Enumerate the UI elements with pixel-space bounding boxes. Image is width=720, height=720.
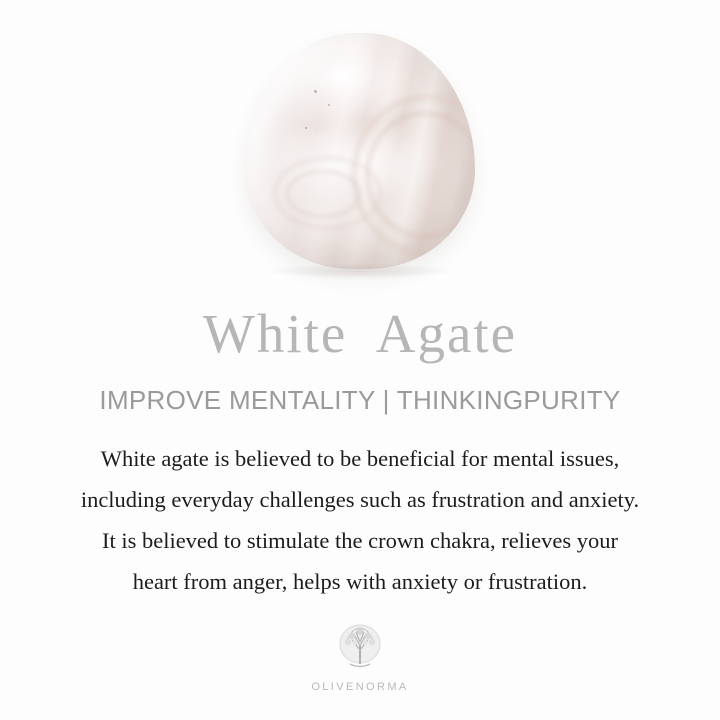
description-line: White agate is believed to be beneficial for mental issues, — [100, 445, 620, 471]
stone-image-area — [0, 0, 720, 292]
stone-speck — [314, 90, 317, 93]
brand-name: OLIVENORMA — [311, 681, 409, 694]
stone-band-inner — [365, 111, 475, 239]
stone-body — [245, 33, 475, 269]
stone-drop-shadow — [263, 263, 457, 279]
stone-speck — [328, 104, 330, 106]
product-title: White Agate — [202, 303, 518, 364]
white-agate-stone-image — [245, 33, 475, 273]
description-line: It is believed to stimulate the crown chakra, relieves your — [101, 527, 619, 553]
tree-of-life-icon — [328, 620, 392, 678]
description-line: including everyday challenges such as frustration and anxiety. — [80, 486, 640, 512]
brand-logo — [311, 620, 408, 693]
product-subtitle: IMPROVE MENTALITY | THINKINGPURITY — [99, 384, 621, 415]
description-line: heart from anger, helps with anxiety or frustration. — [132, 569, 588, 595]
product-description — [15, 438, 705, 603]
